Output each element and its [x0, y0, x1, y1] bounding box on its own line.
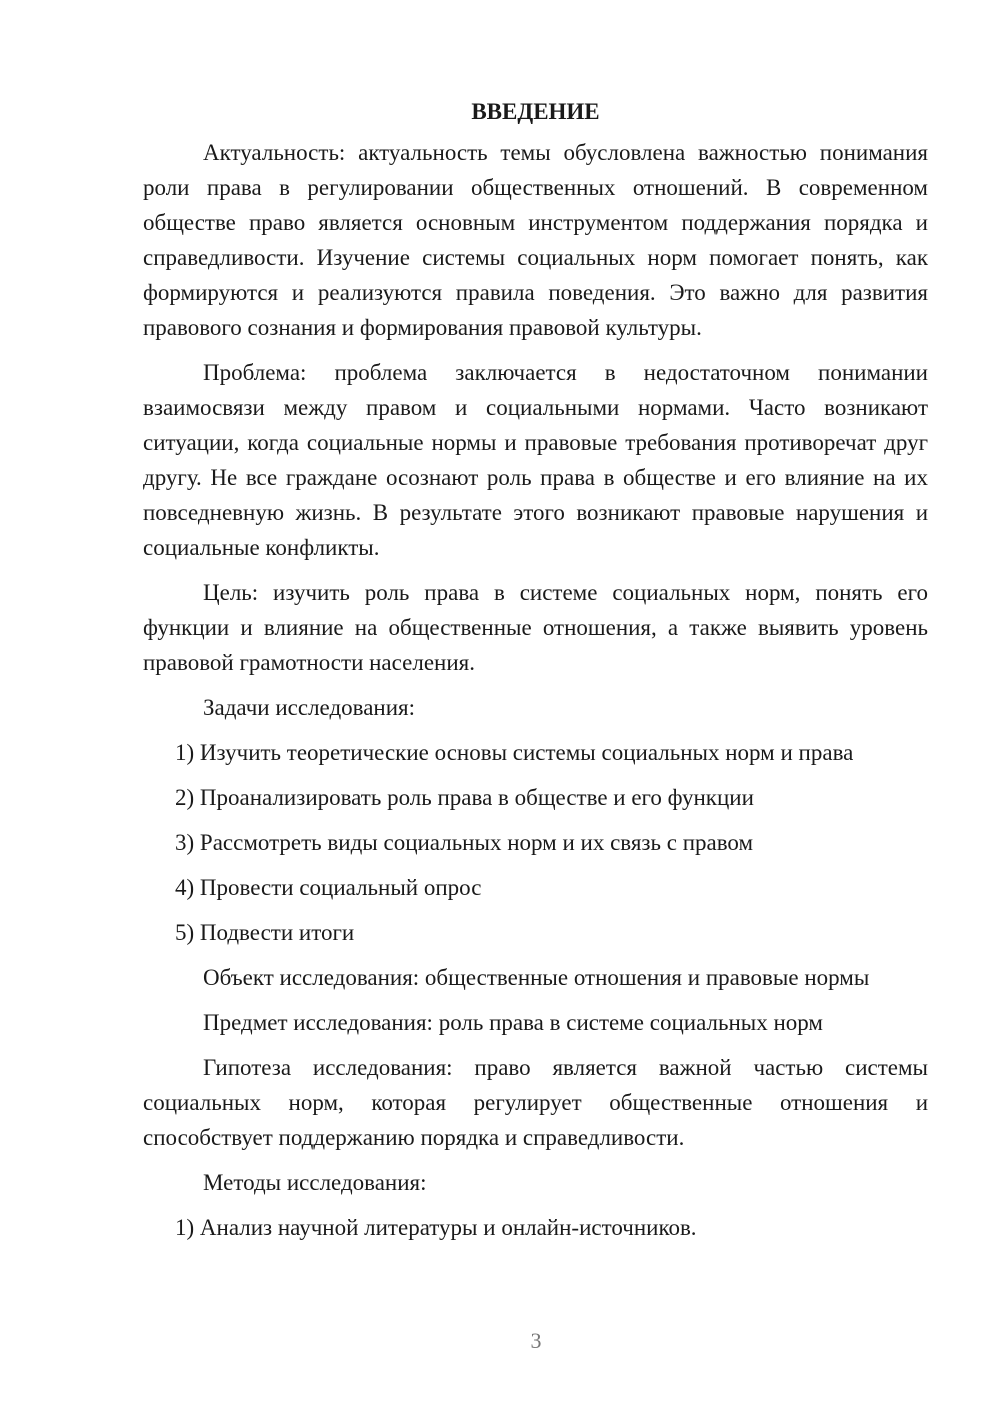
page-number: 3 [530, 1328, 542, 1353]
research-object: Объект исследования: общественные отношения и правовые нормы [203, 965, 870, 990]
task-item: 5) Подвести итоги [175, 920, 355, 945]
method-item: 1) Анализ научной литературы и онлайн-источников. [175, 1215, 697, 1240]
paragraph-problem: Проблема: проблема заключается в недостаточном понимании взаимосвязи между правом и социальными нормами. Часто возникают ситуации, когда социальные нормы и правовые требования противоречат друг другу. Не все граждане осознают роль права в обществе и его влияние на их повседневную жизнь. В результате этого возникают правовые нарушения и социальные конфликты. [143, 360, 928, 560]
methods-heading: Методы исследования: [203, 1170, 427, 1195]
research-subject: Предмет исследования: роль права в системе социальных норм [203, 1010, 823, 1035]
task-item: 2) Проанализировать роль права в обществе и его функции [175, 785, 754, 810]
task-item: 1) Изучить теоретические основы системы социальных норм и права [175, 740, 854, 765]
document-page [143, 96, 928, 1255]
tasks-heading: Задачи исследования: [203, 695, 416, 720]
paragraph-relevance: Актуальность: актуальность темы обусловлена важностью понимания роли права в регулировании общественных отношений. В современном обществе право является основным инструментом поддержания порядка и справедливости. Изучение системы социальных норм помогает понять, как формируются и реализуются правила поведения. Это важно для развития правового сознания и формирования правовой культуры. [143, 140, 928, 340]
page-title: ВВЕДЕНИЕ [471, 99, 600, 124]
paragraph-goal: Цель: изучить роль права в системе социальных норм, понять его функции и влияние на общественные отношения, а также выявить уровень правовой грамотности населения. [143, 580, 928, 675]
paragraph-hypothesis: Гипотеза исследования: право является важной частью системы социальных норм, которая регулирует общественные отношения и способствует поддержанию порядка и справедливости. [143, 1055, 928, 1150]
task-item: 3) Рассмотреть виды социальных норм и их связь с правом [175, 830, 754, 855]
task-item: 4) Провести социальный опрос [175, 875, 482, 900]
